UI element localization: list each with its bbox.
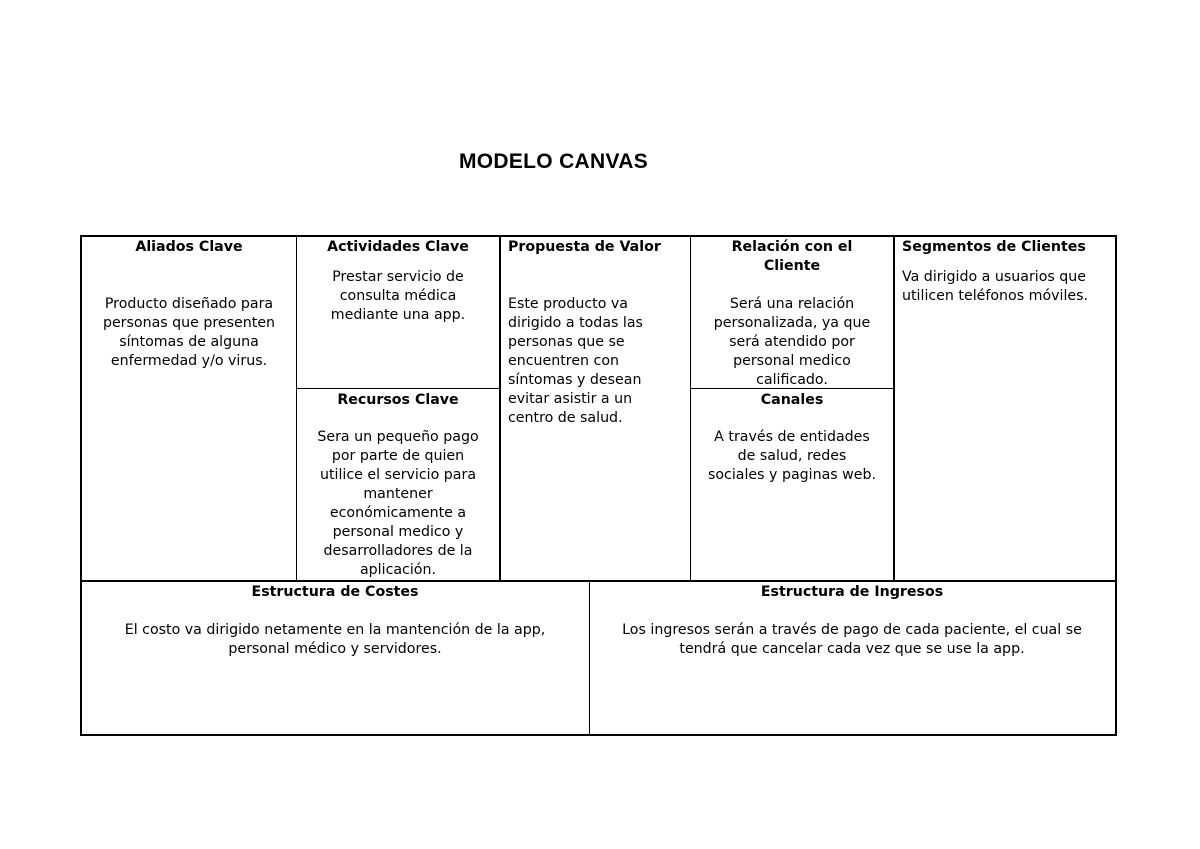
divider [589, 581, 590, 736]
customer-relationships-cell [692, 238, 892, 386]
key-activities-heading: Actividades Clave [327, 239, 469, 255]
key-partners-text: Producto diseñado para personas que presenten síntomas de alguna enfermedad y/o virus. [102, 296, 276, 369]
divider [499, 235, 501, 581]
key-activities-text: Prestar servicio de consulta médica mediante una app. [330, 269, 466, 323]
key-activities-cell [298, 238, 498, 386]
channels-cell [692, 391, 892, 580]
divider [690, 388, 894, 389]
customer-relationships-heading: Relación con el Cliente [731, 239, 853, 274]
key-resources-text: Sera un pequeño pago por parte de quien utilice el servicio para mantener económicamente a personal medico y desarrolladores de la aplicación. [317, 429, 479, 578]
key-partners-heading: Aliados Clave [135, 239, 243, 255]
divider [296, 235, 297, 581]
cost-structure-heading: Estructura de Costes [251, 584, 419, 600]
business-model-canvas [80, 235, 1117, 736]
page-title: MODELO CANVAS [458, 150, 648, 173]
key-resources-cell [298, 391, 498, 580]
channels-text: A través de entidades de salud, redes sociales y paginas web. [707, 429, 877, 483]
value-proposition-heading: Propuesta de Valor [508, 239, 661, 255]
channels-heading: Canales [760, 392, 824, 408]
revenue-streams-text: Los ingresos serán a través de pago de cada paciente, el cual se tendrá que cancelar cada vez que se use la app. [622, 622, 1082, 657]
cost-structure-cell [84, 583, 586, 733]
key-resources-heading: Recursos Clave [337, 392, 459, 408]
revenue-streams-heading: Estructura de Ingresos [760, 584, 944, 600]
customer-relationships-text: Será una relación personalizada, ya que será atendido por personal medico calificado. [713, 296, 871, 386]
value-proposition-cell [508, 238, 688, 578]
revenue-streams-cell [591, 583, 1113, 733]
cost-structure-text: El costo va dirigido netamente en la mantención de la app, personal médico y servidores. [124, 622, 546, 657]
customer-segments-text: Va dirigido a usuarios que utilicen teléfonos móviles. [902, 269, 1089, 304]
value-proposition-text: Este producto va dirigido a todas las personas que se encuentren con síntomas y desean evitar asistir a un centro de salud. [508, 296, 643, 426]
key-partners-cell [84, 238, 294, 578]
customer-segments-cell [902, 238, 1114, 578]
divider [893, 235, 895, 581]
divider [80, 580, 1117, 582]
divider [690, 235, 691, 581]
customer-segments-heading: Segmentos de Clientes [902, 239, 1086, 255]
divider [296, 388, 500, 389]
